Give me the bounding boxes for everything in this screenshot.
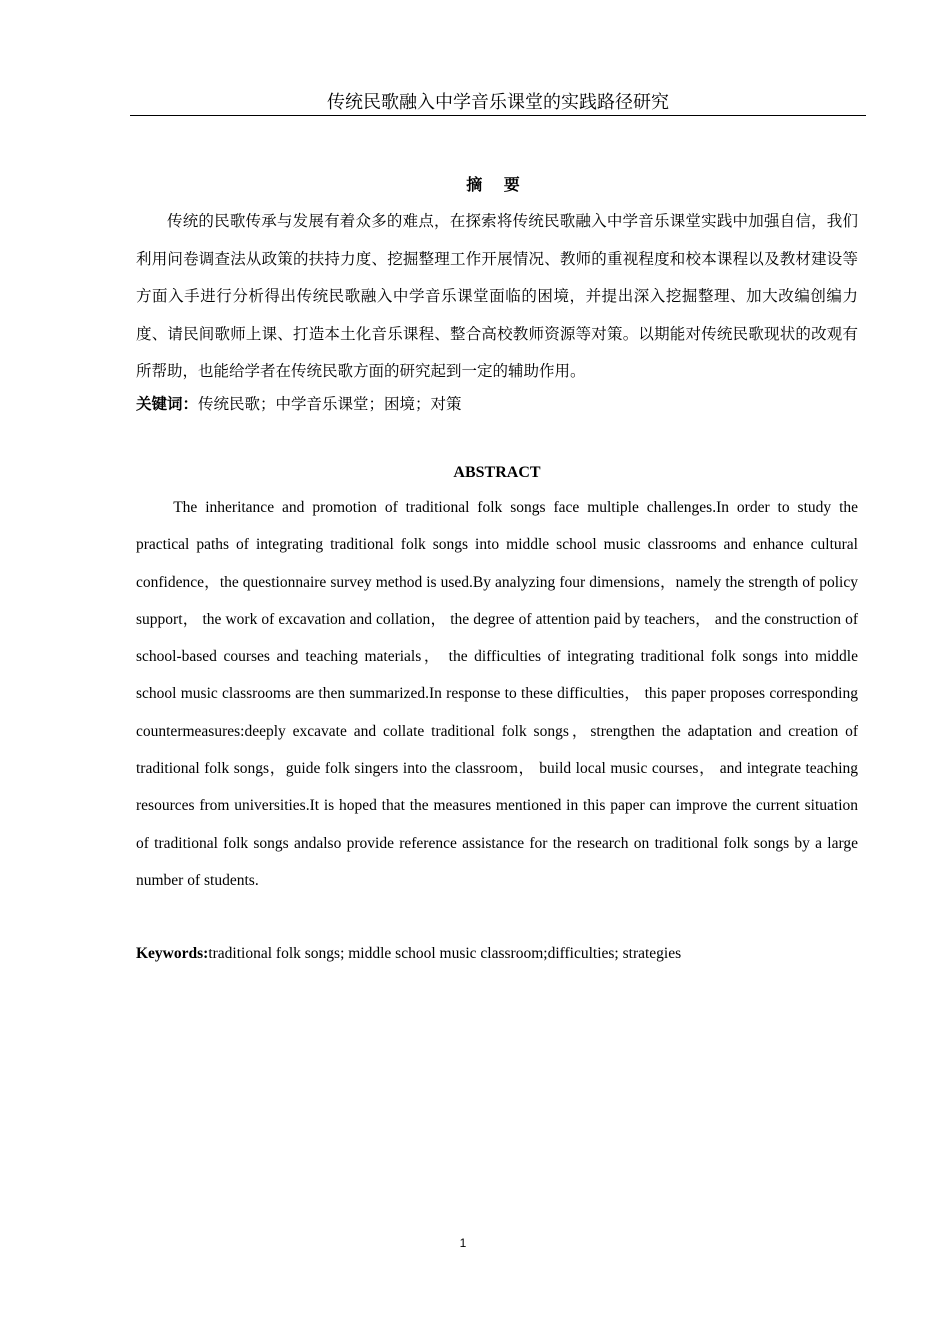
- chinese-keywords-label: 关键词：: [136, 395, 199, 413]
- chinese-abstract-heading: 摘 要: [466, 175, 528, 194]
- english-keywords-text: traditional folk songs; middle school music classroom;difficulties; strategies: [208, 945, 682, 962]
- chinese-abstract-body: 传统的民歌传承与发展有着众多的难点，在探索将传统民歌融入中学音乐课堂实践中加强自信，我们利用问卷调查法从政策的扶持力度、挖掘整理工作开展情况、教师的重视程度和校本课程以及教材建设等方面入手进行分析得出传统民歌融入中学音乐课堂面临的困境，并提出深入挖掘整理、加大改编创编力度、请民间歌师上课、打造本土化音乐课程、整合高校教师资源等对策。以期能对传统民歌现状的改观有所帮助，也能给学者在传统民歌方面的研究起到一定的辅助作用。: [136, 212, 858, 380]
- english-abstract-body: The inheritance and promotion of traditional folk songs face multiple challenges.In order to study the practical paths of integrating traditional folk songs into middle school music classrooms and enhance cultural confidence，the questionnaire survey method is used.By analyzing four dimensions，namely the strength of policy support， the work of excavation and collation， the degree of attention paid by teachers， and the construction of school-based courses and teaching materials， the difficulties of integrating traditional folk songs into middle school music classrooms are then summarized.In response to these difficulties， this paper proposes corresponding countermeasures:deeply excavate and collate traditional folk songs，strengthen the adaptation and creation of traditional folk songs，guide folk singers into the classroom， build local music courses， and integrate teaching resources from universities.It is hoped that the measures mentioned in this paper can improve the current situation of traditional folk songs andalso provide reference assistance for the research on traditional folk songs by a large number of students.: [136, 499, 858, 889]
- chinese-keywords-text: 传统民歌；中学音乐课堂；困境；对策: [198, 395, 462, 413]
- header-rule: [130, 115, 866, 116]
- running-header-title: 传统民歌融入中学音乐课堂的实践路径研究: [327, 92, 669, 113]
- english-abstract-heading: ABSTRACT: [453, 464, 541, 481]
- chinese-keywords: [136, 390, 858, 418]
- english-keywords-label: Keywords:: [136, 945, 209, 962]
- page-number: 1: [459, 1236, 467, 1250]
- english-keywords: [136, 940, 858, 968]
